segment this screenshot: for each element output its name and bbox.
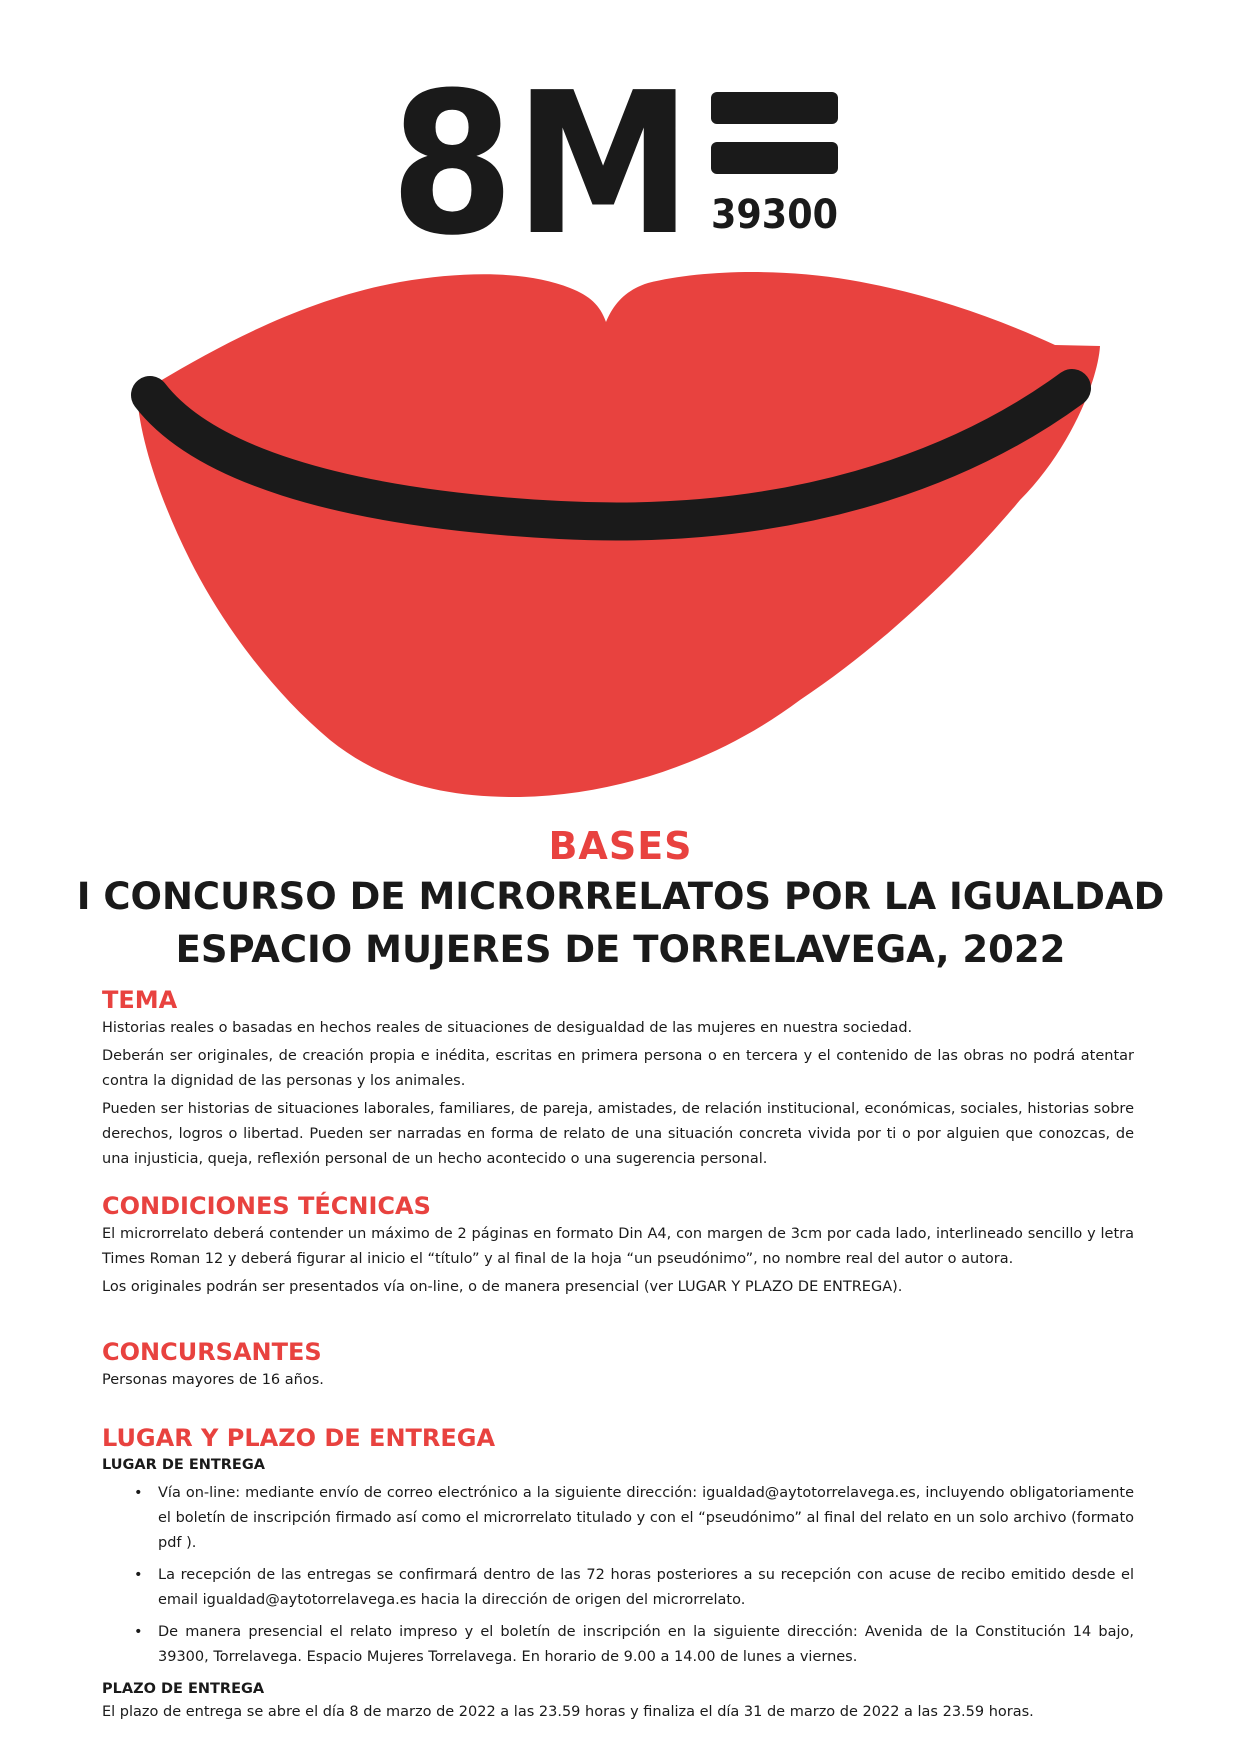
- section-title-condiciones: CONDICIONES TÉCNICAS: [102, 1192, 431, 1220]
- postcode-text: 39300: [711, 192, 838, 238]
- logo-8m-text: 8M: [390, 51, 692, 260]
- subtitle-lugar-entrega: LUGAR DE ENTREGA: [102, 1457, 265, 1473]
- section-condiciones: [102, 1191, 1134, 1300]
- bullet-icon: •: [134, 1485, 143, 1501]
- concursantes-paragraph: Personas mayores de 16 años.: [102, 1372, 324, 1388]
- bullet-icon: •: [134, 1567, 143, 1583]
- condiciones-paragraph-2: Los originales podrán ser presentados vía on-line, o de manera presencial (ver LUGAR Y PLAZO DE ENTREGA).: [102, 1279, 903, 1295]
- section-title-concursantes: CONCURSANTES: [102, 1338, 322, 1366]
- tema-paragraph-2: Deberán ser originales, de creación propia e inédita, escritas en primera persona o en tercera y el contenido de las obras no podrá atentar contra la dignidad de las personas y los animales.: [102, 1048, 1134, 1089]
- subtitle-plazo-entrega: PLAZO DE ENTREGA: [102, 1681, 265, 1697]
- section-tema: [102, 985, 1134, 1172]
- section-lugar-plazo: [102, 1423, 1134, 1725]
- list-item-text: La recepción de las entregas se confirmará dentro de las 72 horas posteriores a su recepción con acuse de recibo emitido desde el email igualdad@aytotorrelavega.es hacia la dirección de origen del microrrelato.: [158, 1567, 1134, 1608]
- list-item: [134, 1481, 1134, 1556]
- spacer: [102, 1303, 1134, 1337]
- plazo-paragraph: El plazo de entrega se abre el día 8 de marzo de 2022 a las 23.59 horas y finaliza el día 31 de marzo de 2022 a las 23.59 horas.: [102, 1704, 1034, 1720]
- rules-content: [102, 985, 1134, 1728]
- logo-8m-39300: [0, 0, 1241, 260]
- equals-bar-top: [711, 92, 838, 124]
- contest-heading: [0, 822, 1241, 976]
- contest-title-line2: ESPACIO MUJERES DE TORRELAVEGA, 2022: [175, 928, 1066, 971]
- list-item: [134, 1620, 1134, 1670]
- lips-illustration: [0, 250, 1241, 810]
- tema-paragraph-1: Historias reales o basadas en hechos reales de situaciones de desigualdad de las mujeres en nuestra sociedad.: [102, 1020, 913, 1036]
- list-item-text: Vía on-line: mediante envío de correo electrónico a la siguiente dirección: igualdad@aytotorrelavega.es, incluyendo obligatoriamente el boletín de inscripción firmado así como el microrrelato titulado y con el “pseudónimo” al final del relato en un solo archivo (formato pdf ).: [158, 1485, 1134, 1551]
- section-concursantes: [102, 1337, 1134, 1393]
- section-title-lugar-plazo: LUGAR Y PLAZO DE ENTREGA: [102, 1424, 496, 1452]
- spacer: [102, 1175, 1134, 1191]
- lugar-list: [102, 1481, 1134, 1670]
- spacer: [102, 1396, 1134, 1423]
- bases-title: BASES: [548, 824, 693, 868]
- bullet-icon: •: [134, 1624, 143, 1640]
- contest-title-line1: I CONCURSO DE MICRORRELATOS POR LA IGUALDAD: [76, 875, 1165, 918]
- list-item-text: De manera presencial el relato impreso y el boletín de inscripción en la siguiente dirección: Avenida de la Constitución 14 bajo, 39300, Torrelavega. Espacio Mujeres Torrelavega. En horario de 9.00 a 14.00 de lunes a viernes.: [158, 1624, 1134, 1665]
- tema-paragraph-3: Pueden ser historias de situaciones laborales, familiares, de pareja, amistades, de relación institucional, económicas, sociales, historias sobre derechos, logros o libertad. Pueden ser narradas en forma de relato de una situación concreta vivida por ti o por alguien que conozcas, de una injusticia, queja, reflexión personal de un hecho acontecido o una sugerencia personal.: [102, 1101, 1134, 1167]
- equals-bar-bottom: [711, 142, 838, 174]
- section-title-tema: TEMA: [102, 986, 178, 1014]
- list-item: [134, 1563, 1134, 1613]
- condiciones-paragraph-1: El microrrelato deberá contender un máximo de 2 páginas en formato Din A4, con margen de 3cm por cada lado, interlineado sencillo y letra Times Roman 12 y deberá figurar al inicio el “título” y al final de la hoja “un pseudónimo”, no nombre real del autor o autora.: [102, 1226, 1134, 1267]
